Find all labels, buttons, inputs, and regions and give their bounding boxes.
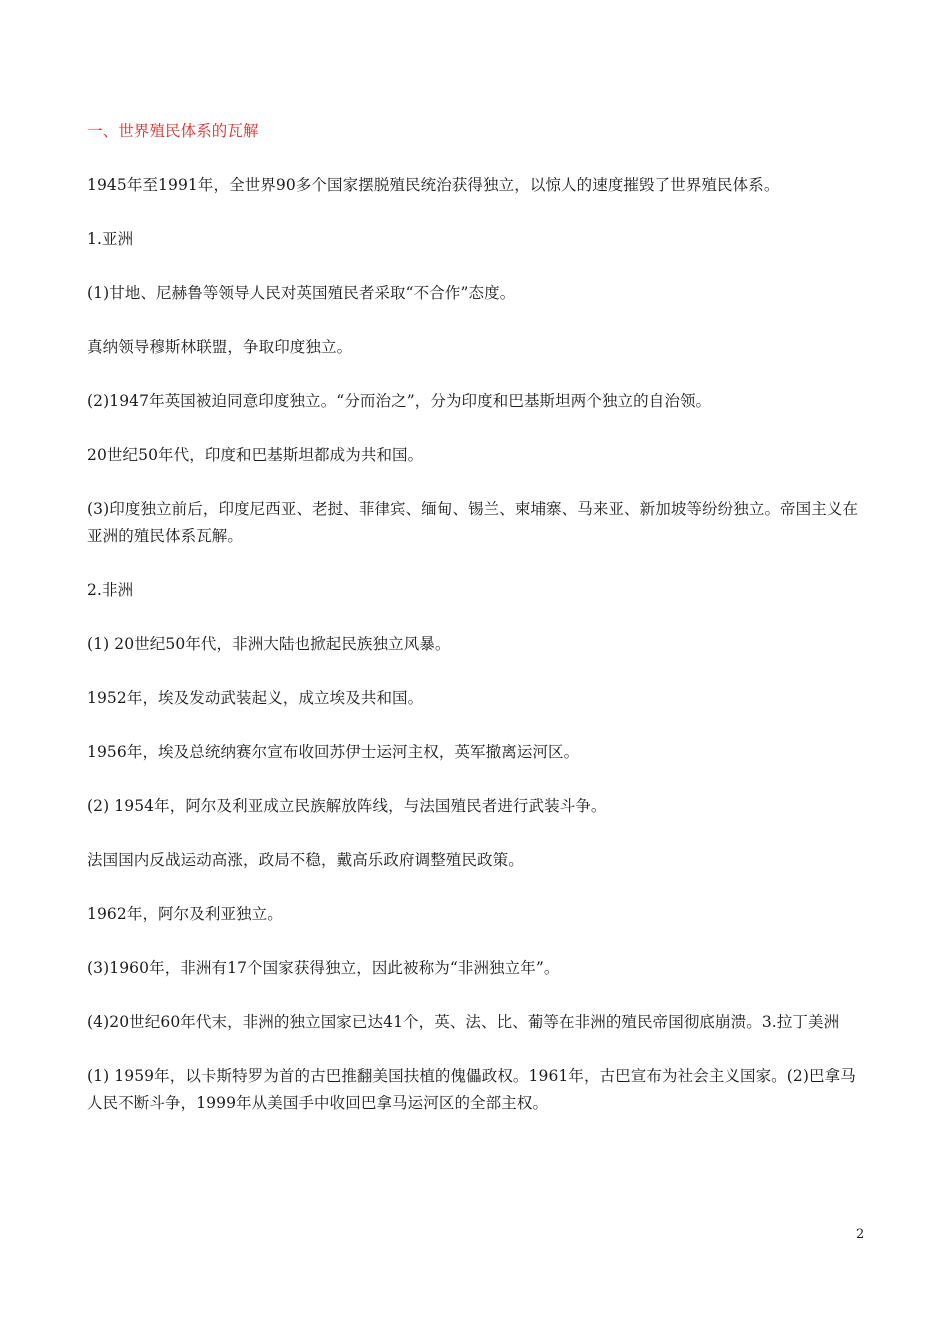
paragraph-latin-america-1: (1) 1959年，以卡斯特罗为首的古巴推翻美国扶植的傀儡政权。1961年，古巴宣布为社会主义国家。(2)巴拿马人民不断斗争，1999年从美国手中收回巴拿马运河区的全部主权。 — [87, 1067, 856, 1112]
paragraph-asia-3: (3)印度独立前后，印度尼西亚、老挝、菲律宾、缅甸、锡兰、柬埔寨、马来亚、新加坡等纷纷独立。帝国主义在亚洲的殖民体系瓦解。 — [87, 500, 859, 545]
paragraph-africa-egypt-1956: 1956年，埃及总统纳赛尔宣布收回苏伊士运河主权，英军撤离运河区。 — [87, 743, 580, 761]
paragraph-africa-2: (2) 1954年，阿尔及利亚成立民族解放阵线，与法国殖民者进行武装斗争。 — [87, 797, 607, 815]
paragraph-intro: 1945年至1991年，全世界90多个国家摆脱殖民统治获得独立，以惊人的速度摧毁了世界殖民体系。 — [87, 176, 780, 194]
paragraph-africa-france: 法国国内反战运动高涨，政局不稳，戴高乐政府调整殖民政策。 — [87, 851, 524, 869]
paragraph-asia-jinnah: 真纳领导穆斯林联盟，争取印度独立。 — [87, 338, 353, 356]
paragraph-asia-republics: 20世纪50年代，印度和巴基斯坦都成为共和国。 — [87, 446, 424, 464]
paragraph-africa-egypt-1952: 1952年，埃及发动武装起义，成立埃及共和国。 — [87, 689, 424, 707]
paragraph-africa-4: (4)20世纪60年代末，非洲的独立国家已达41个，英、法、比、葡等在非洲的殖民帝国彻底崩溃。3.拉丁美洲 — [87, 1013, 840, 1031]
paragraph-africa-3: (3)1960年，非洲有17个国家获得独立，因此被称为“非洲独立年”。 — [87, 959, 560, 977]
paragraph-africa-1: (1) 20世纪50年代，非洲大陆也掀起民族独立风暴。 — [87, 635, 451, 653]
subheading-africa: 2.非洲 — [87, 581, 134, 599]
section-heading: 一、世界殖民体系的瓦解 — [87, 122, 259, 140]
paragraph-africa-algeria-1962: 1962年，阿尔及利亚独立。 — [87, 905, 283, 923]
paragraph-asia-1: (1)甘地、尼赫鲁等领导人民对英国殖民者采取“不合作”态度。 — [87, 284, 516, 302]
document-body — [87, 118, 865, 1144]
page-number: 2 — [856, 1227, 865, 1242]
paragraph-asia-2: (2)1947年英国被迫同意印度独立。“分而治之”，分为印度和巴基斯坦两个独立的自治领。 — [87, 392, 712, 410]
subheading-asia: 1.亚洲 — [87, 230, 134, 248]
